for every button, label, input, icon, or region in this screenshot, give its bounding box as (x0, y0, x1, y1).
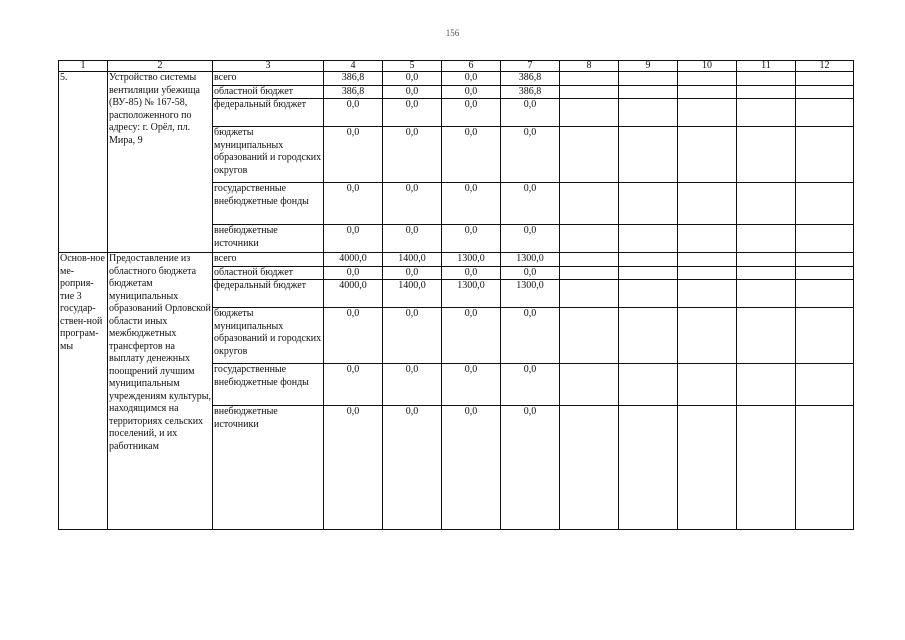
value-col-5: 0,0 (383, 406, 442, 530)
empty-cell (560, 266, 619, 280)
value-col-5: 0,0 (383, 85, 442, 99)
empty-cell (619, 308, 678, 364)
value-col-6: 0,0 (442, 308, 501, 364)
empty-cell (619, 266, 678, 280)
block1-name: Устройство системы вентиляции убежища (ВУ-85) № 167-58, расположенного по адресу: г. Орёл, пл. Мира, 9 (108, 72, 213, 253)
value-col-7: 0,0 (501, 266, 560, 280)
funding-source: государственные внебюджетные фонды (213, 183, 324, 225)
empty-cell (619, 253, 678, 267)
value-col-4: 0,0 (324, 225, 383, 253)
value-col-7: 1300,0 (501, 253, 560, 267)
empty-cell (560, 253, 619, 267)
value-col-7: 0,0 (501, 364, 560, 406)
value-col-7: 0,0 (501, 183, 560, 225)
empty-cell (678, 183, 737, 225)
empty-cell (737, 266, 796, 280)
empty-cell (619, 127, 678, 183)
empty-cell (796, 85, 854, 99)
header-col-8: 8 (560, 61, 619, 72)
value-col-6: 0,0 (442, 406, 501, 530)
value-col-4: 386,8 (324, 72, 383, 86)
empty-cell (678, 127, 737, 183)
empty-cell (560, 308, 619, 364)
value-col-6: 0,0 (442, 72, 501, 86)
value-col-7: 386,8 (501, 85, 560, 99)
empty-cell (619, 406, 678, 530)
table-row (59, 72, 854, 86)
funding-source: государственные внебюджетные фонды (213, 364, 324, 406)
funding-source: федеральный бюджет (213, 280, 324, 308)
page-number: 156 (445, 28, 460, 38)
empty-cell (678, 280, 737, 308)
value-col-5: 0,0 (383, 364, 442, 406)
header-col-9: 9 (619, 61, 678, 72)
value-col-7: 0,0 (501, 99, 560, 127)
empty-cell (619, 85, 678, 99)
empty-cell (737, 85, 796, 99)
value-col-5: 0,0 (383, 72, 442, 86)
empty-cell (737, 183, 796, 225)
empty-cell (737, 99, 796, 127)
empty-cell (560, 225, 619, 253)
empty-cell (678, 406, 737, 530)
funding-source: внебюджетные источники (213, 406, 324, 530)
empty-cell (796, 266, 854, 280)
value-col-4: 0,0 (324, 308, 383, 364)
empty-cell (560, 127, 619, 183)
header-col-4: 4 (324, 61, 383, 72)
funding-source: федеральный бюджет (213, 99, 324, 127)
value-col-4: 0,0 (324, 183, 383, 225)
funding-source: областной бюджет (213, 266, 324, 280)
block2-name: Предоставление из областного бюджета бюджетам муниципальных образований Орловской области иных межбюджетных трансфертов на выплату денежных поощрений лучшим муниципальным учреждениям культуры, находящимся на территориях сельских поселений, и их работникам (108, 253, 213, 530)
value-col-7: 1300,0 (501, 280, 560, 308)
empty-cell (737, 72, 796, 86)
value-col-7: 0,0 (501, 127, 560, 183)
value-col-4: 0,0 (324, 99, 383, 127)
empty-cell (560, 85, 619, 99)
funding-source: всего (213, 72, 324, 86)
empty-cell (737, 127, 796, 183)
value-col-4: 0,0 (324, 406, 383, 530)
funding-source: областной бюджет (213, 85, 324, 99)
value-col-6: 1300,0 (442, 280, 501, 308)
header-col-3: 3 (213, 61, 324, 72)
value-col-6: 0,0 (442, 99, 501, 127)
value-col-4: 0,0 (324, 266, 383, 280)
value-col-4: 386,8 (324, 85, 383, 99)
header-col-5: 5 (383, 61, 442, 72)
funding-source: бюджеты муниципальных образований и городских округов (213, 308, 324, 364)
header-row (59, 61, 854, 72)
value-col-6: 0,0 (442, 85, 501, 99)
empty-cell (560, 406, 619, 530)
value-col-5: 0,0 (383, 127, 442, 183)
empty-cell (678, 85, 737, 99)
value-col-6: 1300,0 (442, 253, 501, 267)
empty-cell (678, 364, 737, 406)
value-col-5: 0,0 (383, 266, 442, 280)
empty-cell (678, 253, 737, 267)
empty-cell (560, 99, 619, 127)
header-col-10: 10 (678, 61, 737, 72)
header-col-11: 11 (737, 61, 796, 72)
value-col-7: 0,0 (501, 225, 560, 253)
empty-cell (560, 364, 619, 406)
empty-cell (737, 225, 796, 253)
empty-cell (737, 406, 796, 530)
empty-cell (796, 406, 854, 530)
value-col-5: 0,0 (383, 225, 442, 253)
value-col-7: 0,0 (501, 406, 560, 530)
empty-cell (796, 364, 854, 406)
value-col-6: 0,0 (442, 183, 501, 225)
budget-table (58, 60, 854, 530)
empty-cell (619, 99, 678, 127)
empty-cell (737, 308, 796, 364)
empty-cell (619, 183, 678, 225)
value-col-5: 1400,0 (383, 280, 442, 308)
empty-cell (737, 364, 796, 406)
empty-cell (796, 253, 854, 267)
empty-cell (796, 99, 854, 127)
empty-cell (560, 72, 619, 86)
value-col-4: 0,0 (324, 364, 383, 406)
empty-cell (678, 99, 737, 127)
header-col-6: 6 (442, 61, 501, 72)
value-col-6: 0,0 (442, 266, 501, 280)
empty-cell (796, 308, 854, 364)
value-col-5: 0,0 (383, 99, 442, 127)
empty-cell (737, 280, 796, 308)
value-col-6: 0,0 (442, 127, 501, 183)
table-row (59, 253, 854, 267)
header-col-12: 12 (796, 61, 854, 72)
header-col-7: 7 (501, 61, 560, 72)
empty-cell (796, 127, 854, 183)
funding-source: всего (213, 253, 324, 267)
empty-cell (560, 280, 619, 308)
value-col-4: 0,0 (324, 127, 383, 183)
empty-cell (796, 183, 854, 225)
empty-cell (619, 280, 678, 308)
value-col-5: 1400,0 (383, 253, 442, 267)
empty-cell (678, 266, 737, 280)
header-col-1: 1 (59, 61, 108, 72)
funding-source: внебюджетные источники (213, 225, 324, 253)
empty-cell (796, 280, 854, 308)
empty-cell (619, 225, 678, 253)
value-col-4: 4000,0 (324, 253, 383, 267)
value-col-7: 0,0 (501, 308, 560, 364)
value-col-4: 4000,0 (324, 280, 383, 308)
empty-cell (619, 72, 678, 86)
empty-cell (796, 72, 854, 86)
header-col-2: 2 (108, 61, 213, 72)
empty-cell (619, 364, 678, 406)
value-col-5: 0,0 (383, 308, 442, 364)
value-col-6: 0,0 (442, 364, 501, 406)
value-col-5: 0,0 (383, 183, 442, 225)
value-col-6: 0,0 (442, 225, 501, 253)
empty-cell (796, 225, 854, 253)
block1-number: 5. (59, 72, 108, 253)
block2-number: Основ-ное ме-роприя-тие 3 государ-ствен-ной програм-мы (59, 253, 108, 530)
funding-source: бюджеты муниципальных образований и городских округов (213, 127, 324, 183)
empty-cell (678, 308, 737, 364)
empty-cell (678, 72, 737, 86)
empty-cell (678, 225, 737, 253)
empty-cell (737, 253, 796, 267)
value-col-7: 386,8 (501, 72, 560, 86)
empty-cell (560, 183, 619, 225)
